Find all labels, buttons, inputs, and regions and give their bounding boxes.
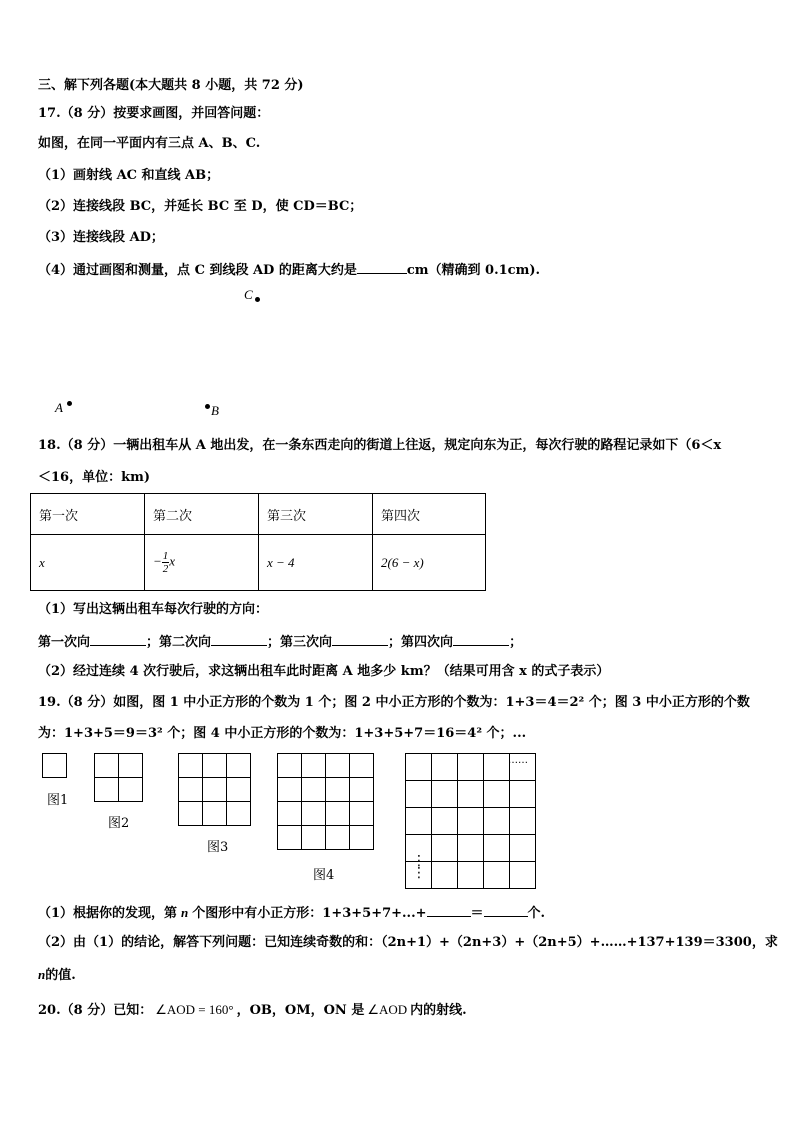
q18-cell-2 xyxy=(145,535,259,591)
figure-3-grid xyxy=(178,753,251,826)
grid-cell xyxy=(179,754,203,778)
grid-cell xyxy=(510,781,536,808)
grid-cell xyxy=(179,802,203,826)
point-b-dot xyxy=(205,404,210,409)
grid-cell xyxy=(302,802,326,826)
grid-cell xyxy=(458,781,484,808)
point-a-dot xyxy=(67,401,72,406)
grid-cell xyxy=(302,826,326,850)
grid-cell xyxy=(432,835,458,862)
q18-answer-blank-3[interactable] xyxy=(332,632,388,646)
q19-text-line1: 19.（8 分）如图，图 1 中小正方形的个数为 1 个；图 2 中小正方形的个数为：1+3＝4＝2² 个；图 3 中小正方形的个数 xyxy=(38,695,750,710)
q19-answer-blank-2[interactable] xyxy=(484,903,528,917)
point-c-dot xyxy=(255,297,260,302)
q18-answer-label-1: 第一次向 xyxy=(38,635,91,650)
grid-cell xyxy=(432,781,458,808)
q17-part4-unit: cm（精确到 0.1cm). xyxy=(406,263,541,278)
q18-answer-blank-1[interactable] xyxy=(90,632,146,646)
grid-cell xyxy=(484,862,510,889)
q18-cell-4: 2(6 − x) xyxy=(373,535,486,591)
figure-4-caption: 图4 xyxy=(313,868,335,883)
figure-2-caption: 图2 xyxy=(108,816,130,831)
q18-answer-end: ； xyxy=(509,635,523,650)
grid-cell xyxy=(203,778,227,802)
grid-cell xyxy=(326,826,350,850)
q18-text-line1: 18.（8 分）一辆出租车从 A 地出发，在一条东西走向的街道上往返，规定向东为正，每次行驶的路程记录如下（6＜x xyxy=(38,438,722,453)
figure-1-grid xyxy=(42,753,67,778)
variable-n: n xyxy=(181,905,189,920)
q19-part1-end: 个. xyxy=(527,906,546,921)
grid-cell xyxy=(406,754,432,781)
variable-n: n xyxy=(38,967,46,982)
grid-cell xyxy=(350,754,374,778)
grid-cell xyxy=(302,778,326,802)
grid-cell xyxy=(227,754,251,778)
grid-cell xyxy=(484,835,510,862)
q20-angle2: ∠AOD xyxy=(367,1002,408,1017)
grid-cell xyxy=(119,754,143,778)
grid-cell xyxy=(179,778,203,802)
point-b-label: B xyxy=(211,403,219,418)
q17-part3: （3）连接线段 AD； xyxy=(38,230,164,245)
grid-cell xyxy=(458,862,484,889)
q19-part2-end: 的值. xyxy=(45,968,76,983)
q18-answer-blank-2[interactable] xyxy=(211,632,267,646)
q18-answer-label-4: ；第四次向 xyxy=(388,635,454,650)
grid-cell xyxy=(278,826,302,850)
grid-cell xyxy=(406,781,432,808)
q18-cell-2-var: x xyxy=(169,553,176,569)
grid-cell xyxy=(326,802,350,826)
q18-header-2: 第二次 xyxy=(145,494,259,535)
grid-cell xyxy=(458,835,484,862)
grid-cell xyxy=(350,778,374,802)
point-a-label: A xyxy=(55,400,63,415)
q19-equals: ＝ xyxy=(470,906,484,921)
q18-header-1: 第一次 xyxy=(31,494,145,535)
q20-mid: ，OB，OM，ON 是 xyxy=(236,1003,365,1018)
q20-angle: ∠AOD = 160° xyxy=(155,1002,234,1017)
grid-cell xyxy=(119,778,143,802)
grid-cell xyxy=(95,778,119,802)
q17-answer-blank[interactable] xyxy=(357,260,407,274)
figure-1-caption: 图1 xyxy=(47,793,69,808)
grid-cell xyxy=(203,802,227,826)
vertical-ellipsis: ⋮ xyxy=(412,853,426,869)
q20-prefix: 20.（8 分）已知： xyxy=(38,1003,153,1018)
q18-part1-answers xyxy=(38,632,522,652)
grid-cell xyxy=(484,781,510,808)
figure-2-grid xyxy=(94,753,143,802)
q18-cell-1: x xyxy=(31,535,145,591)
grid-cell xyxy=(458,754,484,781)
grid-cell xyxy=(278,802,302,826)
q18-table xyxy=(30,493,486,591)
grid-cell xyxy=(458,808,484,835)
figure-4-grid xyxy=(277,753,374,850)
section-header: 三、解下列各题(本大题共 8 小题，共 72 分) xyxy=(38,78,304,93)
q17-part4 xyxy=(38,260,540,280)
grid-cell xyxy=(326,754,350,778)
q19-part1-text: （1）根据你的发现，第 xyxy=(38,906,178,921)
q18-answer-blank-4[interactable] xyxy=(453,632,509,646)
grid-cell xyxy=(203,754,227,778)
grid-cell xyxy=(302,754,326,778)
horizontal-ellipsis: …… xyxy=(508,755,528,766)
q18-answer-label-2: ；第二次向 xyxy=(146,635,212,650)
q17-part1: （1）画射线 AC 和直线 AB； xyxy=(38,168,220,183)
q18-header-4: 第四次 xyxy=(373,494,486,535)
grid-cell xyxy=(510,808,536,835)
grid-cell xyxy=(350,826,374,850)
q18-part1: （1）写出这辆出租车每次行驶的方向： xyxy=(38,602,269,617)
grid-cell xyxy=(43,754,67,778)
grid-cell xyxy=(432,808,458,835)
grid-cell xyxy=(432,862,458,889)
q19-part2-line1: （2）由（1）的结论，解答下列问题：已知连续奇数的和：（2n+1）+（2n+3）+（2n+5）+……+137+139＝3300，求 xyxy=(38,935,778,950)
q18-header-3: 第三次 xyxy=(259,494,373,535)
figure-3-caption: 图3 xyxy=(207,840,229,855)
q19-text-line2: 为：1+3+5＝9＝3² 个；图 4 中小正方形的个数为：1+3+5+7＝16＝4² 个；... xyxy=(38,726,527,741)
fraction-denominator: 2 xyxy=(162,563,169,575)
q17-title: 17.（8 分）按要求画图，并回答问题： xyxy=(38,106,270,121)
grid-cell xyxy=(432,754,458,781)
q18-cell-2-sign: − xyxy=(153,553,162,569)
grid-cell xyxy=(406,808,432,835)
q18-part2: （2）经过连续 4 次行驶后，求这辆出租车此时距离 A 地多少 km？（结果可用含 x 的式子表示） xyxy=(38,664,610,679)
point-c-label: C xyxy=(244,287,253,302)
fraction-numerator: 1 xyxy=(162,550,169,562)
grid-cell xyxy=(510,862,536,889)
grid-cell xyxy=(227,778,251,802)
q17-part2: （2）连接线段 BC，并延长 BC 至 D，使 CD＝BC； xyxy=(38,199,363,214)
q19-answer-blank-1[interactable] xyxy=(427,903,471,917)
q19-part2-line2 xyxy=(38,966,76,985)
q18-answer-label-3: ；第三次向 xyxy=(267,635,333,650)
grid-cell xyxy=(350,802,374,826)
q18-cell-3: x − 4 xyxy=(259,535,373,591)
vertical-ellipsis: ⋮ xyxy=(412,865,426,881)
grid-cell xyxy=(326,778,350,802)
q18-table-data-row xyxy=(31,535,486,591)
grid-cell xyxy=(278,778,302,802)
grid-cell xyxy=(278,754,302,778)
grid-cell xyxy=(484,808,510,835)
q19-part1 xyxy=(38,903,545,923)
q19-part1-mid: 个图形中有小正方形：1+3+5+7+...+ xyxy=(192,906,427,921)
grid-cell xyxy=(484,754,510,781)
q20-text xyxy=(38,1001,467,1020)
grid-cell xyxy=(510,835,536,862)
q17-intro: 如图，在同一平面内有三点 A、B、C. xyxy=(38,136,261,151)
q18-table-header-row xyxy=(31,494,486,535)
grid-cell xyxy=(227,802,251,826)
q18-text-line2: ＜16，单位：km) xyxy=(38,470,151,485)
q20-end: 内的射线. xyxy=(410,1003,467,1018)
grid-cell xyxy=(95,754,119,778)
q17-part4-text: （4）通过画图和测量，点 C 到线段 AD 的距离大约是 xyxy=(38,263,357,278)
